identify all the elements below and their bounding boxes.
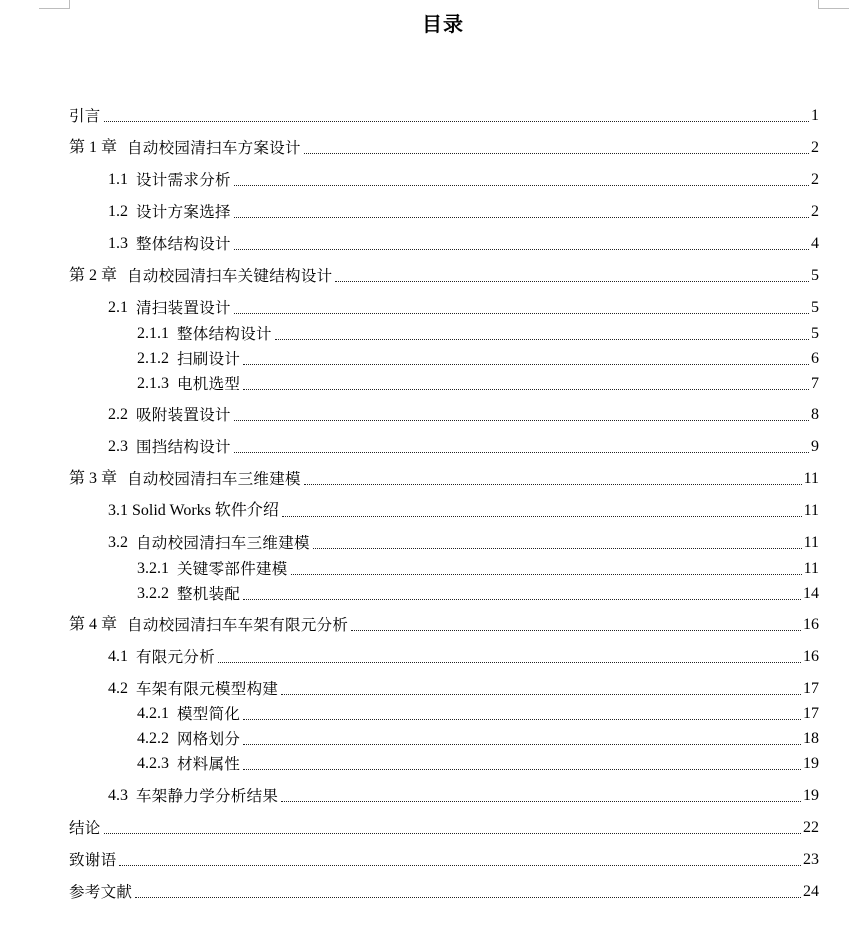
toc-entry-section-4-3[interactable] (108, 786, 819, 806)
toc-entry-chapter-4[interactable] (69, 615, 819, 635)
toc-entry-page: 17 (803, 705, 819, 722)
toc-entry-label: 吸附装置设计 (136, 406, 231, 424)
toc-entry-page: 5 (811, 325, 819, 342)
page-corner-mark-right (818, 0, 849, 9)
toc-leader-dots (104, 121, 809, 122)
toc-entry-subsection-4-2-3[interactable] (137, 754, 819, 774)
toc-entry-page: 7 (811, 375, 819, 392)
toc-entry-number: 4.3 (108, 787, 128, 804)
toc-entry-label: 电机选型 (177, 375, 241, 393)
toc-leader-dots (281, 801, 801, 802)
toc-entry-number: 3.2.1 (137, 560, 169, 577)
toc-entry-number: 2.1.2 (137, 350, 169, 367)
toc-entry-number: 第 3 章 (69, 470, 118, 487)
toc-entry-label: 有限元分析 (136, 648, 216, 666)
toc-entry-label: 车架有限元模型构建 (136, 680, 279, 698)
toc-entry-number: 4.2.2 (137, 730, 169, 747)
toc-entry-label: 材料属性 (177, 755, 241, 773)
toc-entry-conclusion[interactable] (69, 818, 819, 838)
toc-leader-dots (351, 630, 801, 631)
toc-entry-label: 自动校园清扫车三维建模 (127, 470, 301, 488)
toc-entry-label: 清扫装置设计 (136, 299, 231, 317)
toc-entry-number: 第 4 章 (69, 616, 118, 633)
toc-entry-label: 整体结构设计 (136, 235, 231, 253)
toc-entry-page: 16 (803, 648, 819, 665)
toc-entry-subsection-2-1-3[interactable] (137, 374, 819, 394)
toc-entry-number: 3.2 (108, 534, 128, 551)
toc-leader-dots (119, 865, 801, 866)
toc-entry-page: 22 (803, 819, 819, 836)
toc-leader-dots (304, 484, 802, 485)
toc-entry-section-1-1[interactable] (108, 170, 819, 190)
toc-entry-page: 5 (811, 267, 819, 284)
toc-title: 目录 (422, 12, 464, 36)
toc-leader-dots (304, 153, 809, 154)
toc-leader-dots (313, 548, 802, 549)
toc-entry-number: 2.2 (108, 406, 128, 423)
toc-entry-subsection-2-1-1[interactable] (137, 324, 819, 344)
toc-entry-section-3-2[interactable] (108, 533, 819, 553)
toc-entry-number: 1.3 (108, 235, 128, 252)
toc-leader-dots (243, 599, 801, 600)
toc-leader-dots (104, 833, 801, 834)
toc-entry-acknowledgements[interactable] (69, 850, 819, 870)
toc-entry-page: 14 (803, 585, 819, 602)
toc-entry-page: 19 (803, 755, 819, 772)
toc-entry-label: 关键零部件建模 (177, 560, 288, 578)
toc-entry-label: 车架静力学分析结果 (136, 787, 279, 805)
toc-entry-number: 2.1.3 (137, 375, 169, 392)
toc-entry-page: 11 (803, 470, 819, 487)
toc-entry-subsection-3-2-2[interactable] (137, 584, 819, 604)
toc-leader-dots (234, 420, 809, 421)
page-corner-mark-left (39, 0, 70, 9)
toc-entry-label: 参考文献 (69, 883, 133, 901)
toc-entry-label: 围挡结构设计 (136, 438, 231, 456)
toc-entry-section-1-3[interactable] (108, 234, 819, 254)
toc-leader-dots (281, 694, 801, 695)
toc-entry-page: 16 (803, 616, 819, 633)
toc-entry-page: 24 (803, 883, 819, 900)
toc-entry-page: 11 (803, 534, 819, 551)
toc-entry-section-1-2[interactable] (108, 202, 819, 222)
toc-entry-section-4-2[interactable] (108, 679, 819, 699)
toc-entry-label: 自动校园清扫车关键结构设计 (127, 267, 333, 285)
toc-leader-dots (218, 662, 801, 663)
toc-entry-references[interactable] (69, 882, 819, 902)
toc-entry-number: 2.1 (108, 299, 128, 316)
toc-entry-chapter-2[interactable] (69, 266, 819, 286)
toc-leader-dots (234, 217, 809, 218)
toc-entry-page: 23 (803, 851, 819, 868)
toc-entry-page: 6 (811, 350, 819, 367)
toc-entry-label: 设计需求分析 (136, 171, 231, 189)
toc-entry-number: 4.2 (108, 680, 128, 697)
toc-entry-label: 自动校园清扫车三维建模 (136, 534, 310, 552)
toc-entry-page: 2 (811, 139, 819, 156)
toc-leader-dots (234, 452, 809, 453)
toc-entry-number: 1.2 (108, 203, 128, 220)
toc-entry-page: 5 (811, 299, 819, 316)
toc-entry-page: 8 (811, 406, 819, 423)
toc-entry-number: 4.1 (108, 648, 128, 665)
toc-entry-label: 整机装配 (177, 585, 241, 603)
toc-leader-dots (335, 281, 809, 282)
toc-entry-subsection-4-2-2[interactable] (137, 729, 819, 749)
toc-entry-label: Solid Works 软件介绍 (132, 502, 279, 519)
toc-entry-subsection-2-1-2[interactable] (137, 349, 819, 369)
toc-entry-number: 第 2 章 (69, 267, 118, 284)
toc-entry-page: 17 (803, 680, 819, 697)
toc-entry-label: 致谢语 (69, 851, 117, 869)
toc-leader-dots (243, 769, 801, 770)
toc-entry-label: 自动校园清扫车车架有限元分析 (127, 616, 349, 634)
toc-entry-page: 2 (811, 203, 819, 220)
toc-leader-dots (243, 719, 801, 720)
toc-entry-page: 11 (803, 502, 819, 519)
toc-entry-subsection-4-2-1[interactable] (137, 704, 819, 724)
toc-leader-dots (243, 389, 809, 390)
toc-entry-label: 模型简化 (177, 705, 241, 723)
toc-entry-number: 第 1 章 (69, 139, 118, 156)
toc-entry-section-2-3[interactable] (108, 437, 819, 457)
toc-entry-page: 11 (803, 560, 819, 577)
toc-entry-section-2-1[interactable] (108, 298, 819, 318)
toc-entry-page: 18 (803, 730, 819, 747)
toc-entry-page: 1 (811, 107, 819, 124)
toc-leader-dots (135, 897, 801, 898)
toc-leader-dots (243, 364, 809, 365)
toc-leader-dots (243, 744, 801, 745)
toc-entry-section-3-1[interactable] (108, 501, 819, 521)
toc-entry-label: 设计方案选择 (136, 203, 231, 221)
toc-entry-section-4-1[interactable] (108, 647, 819, 667)
toc-entry-label: 扫刷设计 (177, 350, 241, 368)
toc-entry-label: 自动校园清扫车方案设计 (127, 139, 301, 157)
toc-entry-label: 网格划分 (177, 730, 241, 748)
toc-entry-number: 3.1 (108, 502, 128, 519)
toc-entry-number: 2.3 (108, 438, 128, 455)
toc-entry-intro[interactable] (69, 106, 819, 126)
toc-entry-page: 19 (803, 787, 819, 804)
toc-entry-number: 4.2.1 (137, 705, 169, 722)
toc-entry-page: 9 (811, 438, 819, 455)
toc-entry-subsection-3-2-1[interactable] (137, 559, 819, 579)
toc-entry-section-2-2[interactable] (108, 405, 819, 425)
toc-entry-number: 4.2.3 (137, 755, 169, 772)
toc-entry-chapter-1[interactable] (69, 138, 819, 158)
toc-entry-number: 1.1 (108, 171, 128, 188)
toc-leader-dots (234, 249, 809, 250)
toc-entry-page: 2 (811, 171, 819, 188)
toc-entry-label: 结论 (69, 819, 101, 837)
toc-entry-number: 3.2.2 (137, 585, 169, 602)
toc-leader-dots (291, 574, 802, 575)
toc-leader-dots (234, 185, 809, 186)
toc-entry-page: 4 (811, 235, 819, 252)
toc-leader-dots (282, 516, 802, 517)
toc-entry-number: 2.1.1 (137, 325, 169, 342)
toc-leader-dots (234, 313, 809, 314)
toc-leader-dots (275, 339, 809, 340)
toc-entry-chapter-3[interactable] (69, 469, 819, 489)
toc-entry-label: 整体结构设计 (177, 325, 272, 343)
toc-entry-label: 引言 (69, 107, 101, 125)
